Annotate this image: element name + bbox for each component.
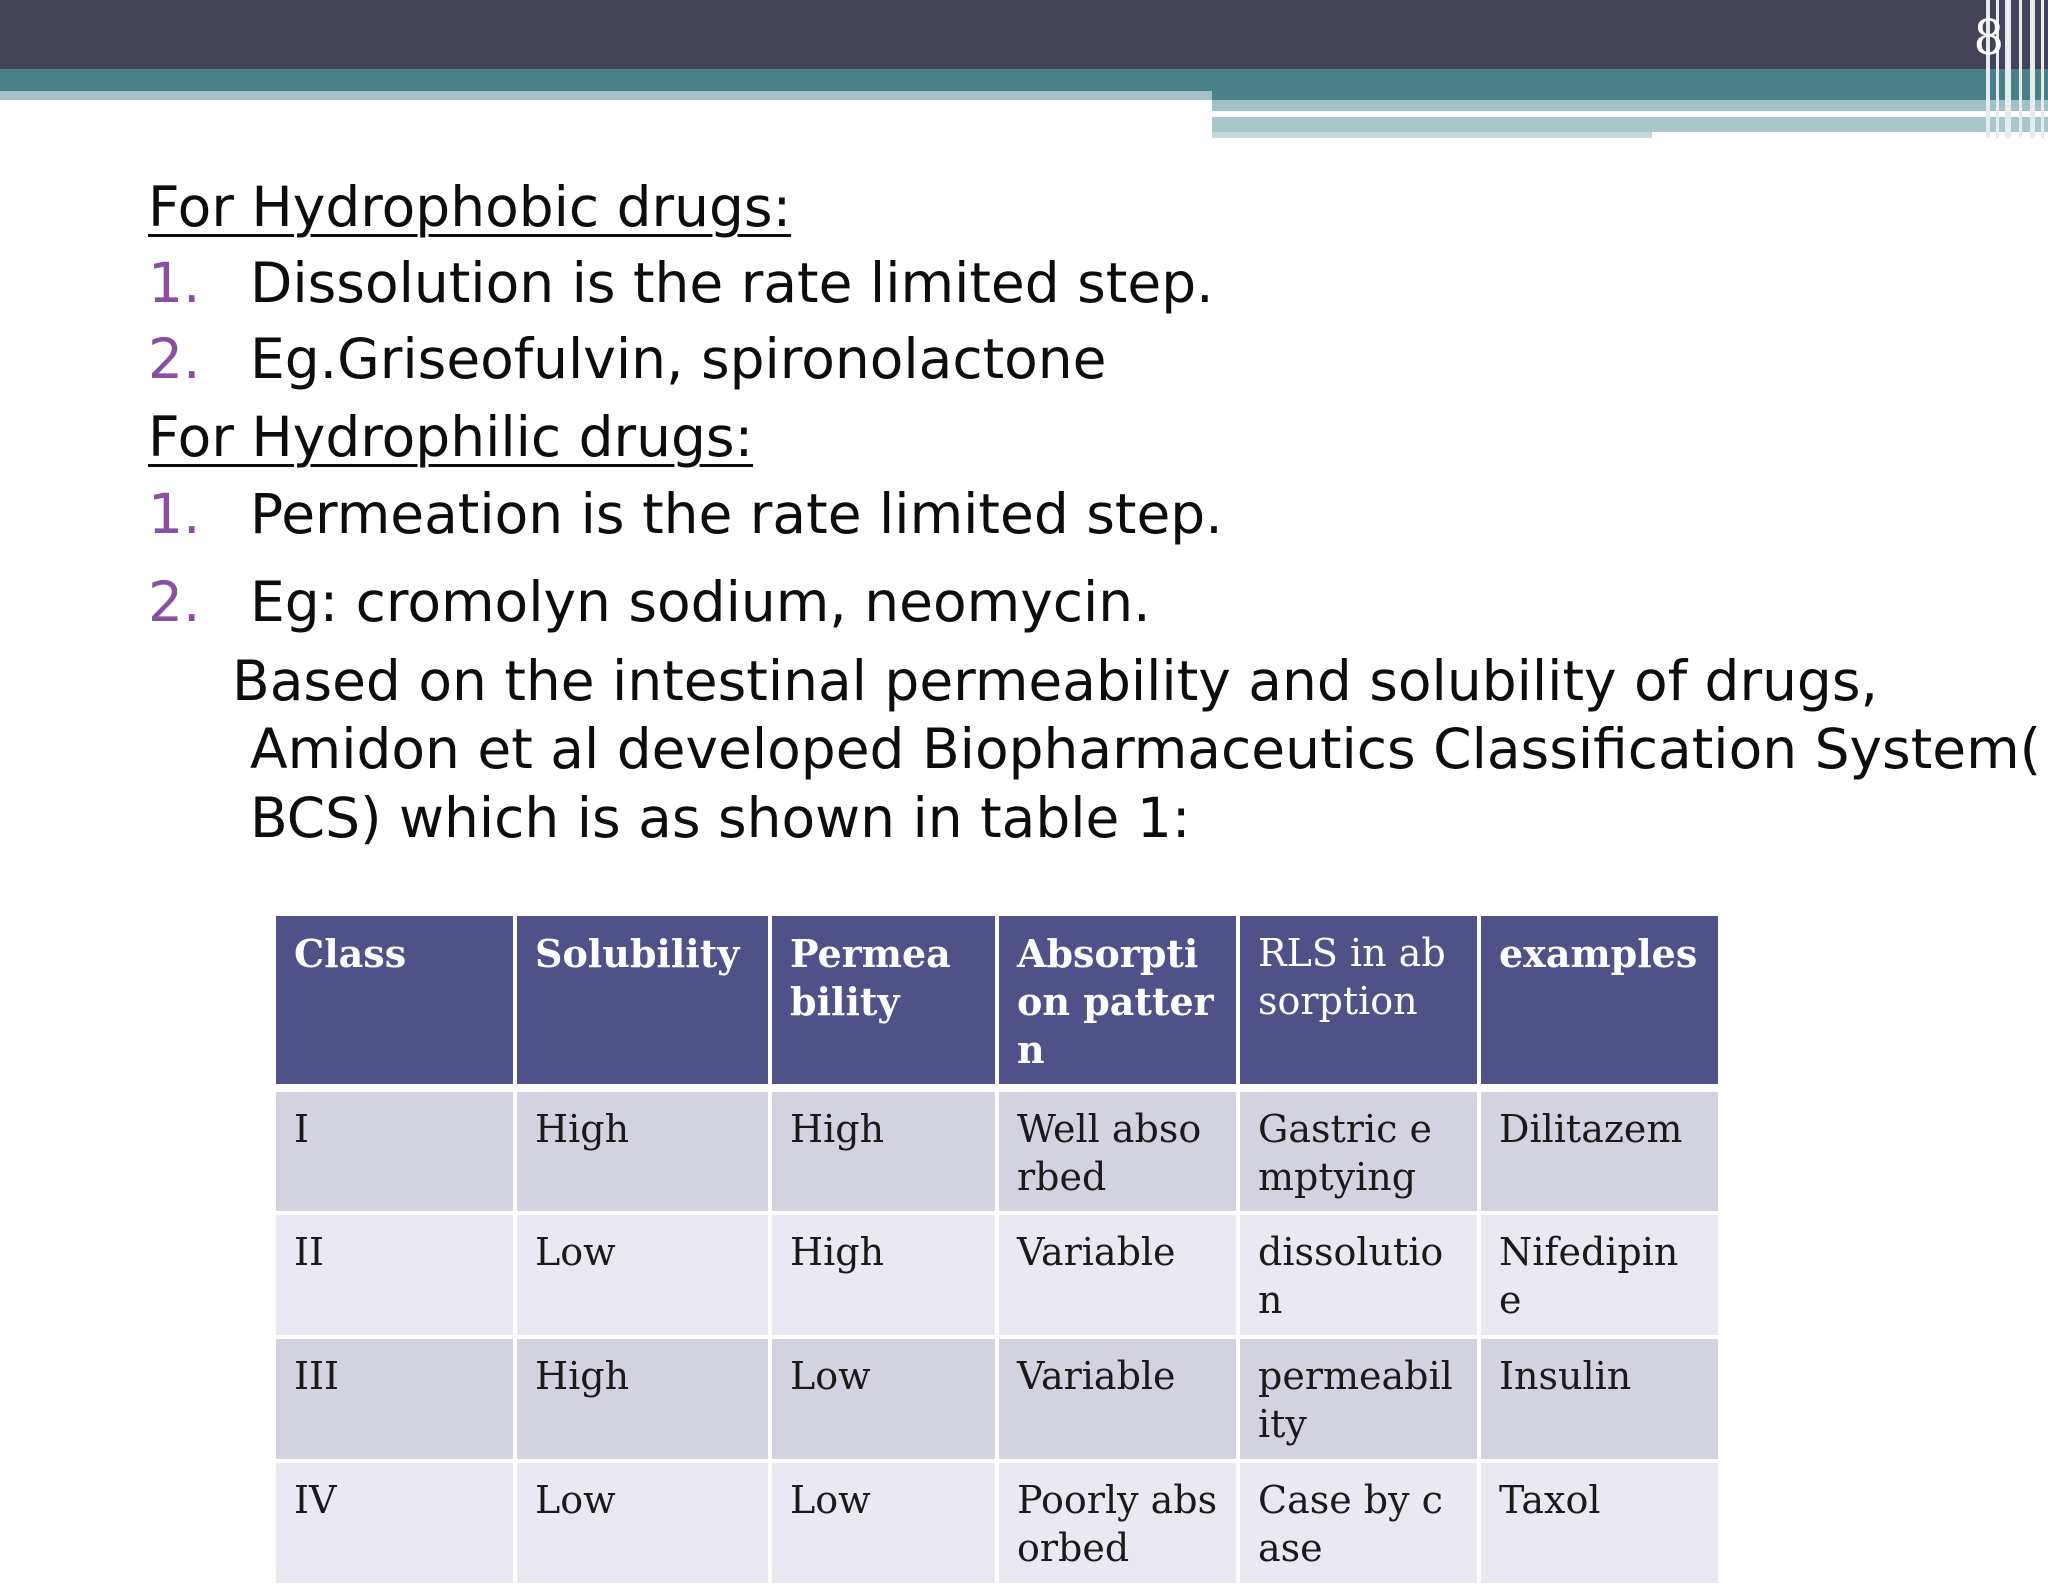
table-row xyxy=(274,1088,1720,1214)
cell-class: I xyxy=(274,1088,515,1214)
hydrophobic-item-1-text: Dissolution is the rate limited step. xyxy=(250,251,1214,315)
paragraph-line-3: BCS) which is as shown in table 1: xyxy=(250,786,1191,850)
hydrophobic-item-2-text: Eg.Griseofulvin, spironolactone xyxy=(250,327,1107,391)
cell-permeability: Low xyxy=(770,1337,997,1461)
column-header-solubility: Solubility xyxy=(515,914,770,1088)
cell-rls: Gastric emptying xyxy=(1238,1088,1479,1214)
column-header-permeability: Permeability xyxy=(770,914,997,1088)
slide-page-number: 8 xyxy=(1973,10,2004,66)
cell-absorption-pattern: Poorly absorbed xyxy=(997,1461,1238,1585)
paragraph-line-2: Amidon et al developed Biopharmaceutics Classification System( xyxy=(250,717,2042,781)
cell-solubility: Low xyxy=(515,1461,770,1585)
column-header-rls-in-absorption: RLS in absorption xyxy=(1238,914,1479,1088)
hydrophilic-item-1-text: Permeation is the rate limited step. xyxy=(250,482,1223,546)
cell-permeability: High xyxy=(770,1213,997,1337)
cell-absorption-pattern: Well absorbed xyxy=(997,1088,1238,1214)
bcs-table xyxy=(272,912,1722,1587)
cell-examples: Dilitazem xyxy=(1479,1088,1720,1214)
column-header-absorption-pattern: Absorption pattern xyxy=(997,914,1238,1088)
table-row xyxy=(274,1461,1720,1585)
hydrophilic-heading: For Hydrophilic drugs: xyxy=(148,405,754,469)
cell-rls: dissolution xyxy=(1238,1213,1479,1337)
table-row xyxy=(274,1213,1720,1337)
cell-permeability: High xyxy=(770,1088,997,1214)
cell-rls: permeability xyxy=(1238,1337,1479,1461)
cell-solubility: Low xyxy=(515,1213,770,1337)
column-header-examples: examples xyxy=(1479,914,1720,1088)
cell-solubility: High xyxy=(515,1337,770,1461)
cell-examples: Nifedipine xyxy=(1479,1213,1720,1337)
hydrophilic-item-2-text: Eg: cromolyn sodium, neomycin. xyxy=(250,570,1151,634)
table-row xyxy=(274,1337,1720,1461)
cell-examples: Taxol xyxy=(1479,1461,1720,1585)
hydrophobic-item-2-number: 2. xyxy=(148,327,201,391)
hydrophobic-item-1-number: 1. xyxy=(148,251,201,315)
cell-class: III xyxy=(274,1337,515,1461)
hydrophilic-item-1-number: 1. xyxy=(148,482,201,546)
cell-class: II xyxy=(274,1213,515,1337)
table-header-row xyxy=(274,914,1720,1088)
cell-rls: Case by case xyxy=(1238,1461,1479,1585)
paragraph-line-1: Based on the intestinal permeability and solubility of drugs, xyxy=(232,649,1878,713)
cell-permeability: Low xyxy=(770,1461,997,1585)
cell-examples: Insulin xyxy=(1479,1337,1720,1461)
cell-solubility: High xyxy=(515,1088,770,1214)
hydrophilic-item-2-number: 2. xyxy=(148,570,201,634)
cell-absorption-pattern: Variable xyxy=(997,1213,1238,1337)
cell-absorption-pattern: Variable xyxy=(997,1337,1238,1461)
hydrophobic-heading: For Hydrophobic drugs: xyxy=(148,175,792,239)
cell-class: IV xyxy=(274,1461,515,1585)
column-header-class: Class xyxy=(274,914,515,1088)
